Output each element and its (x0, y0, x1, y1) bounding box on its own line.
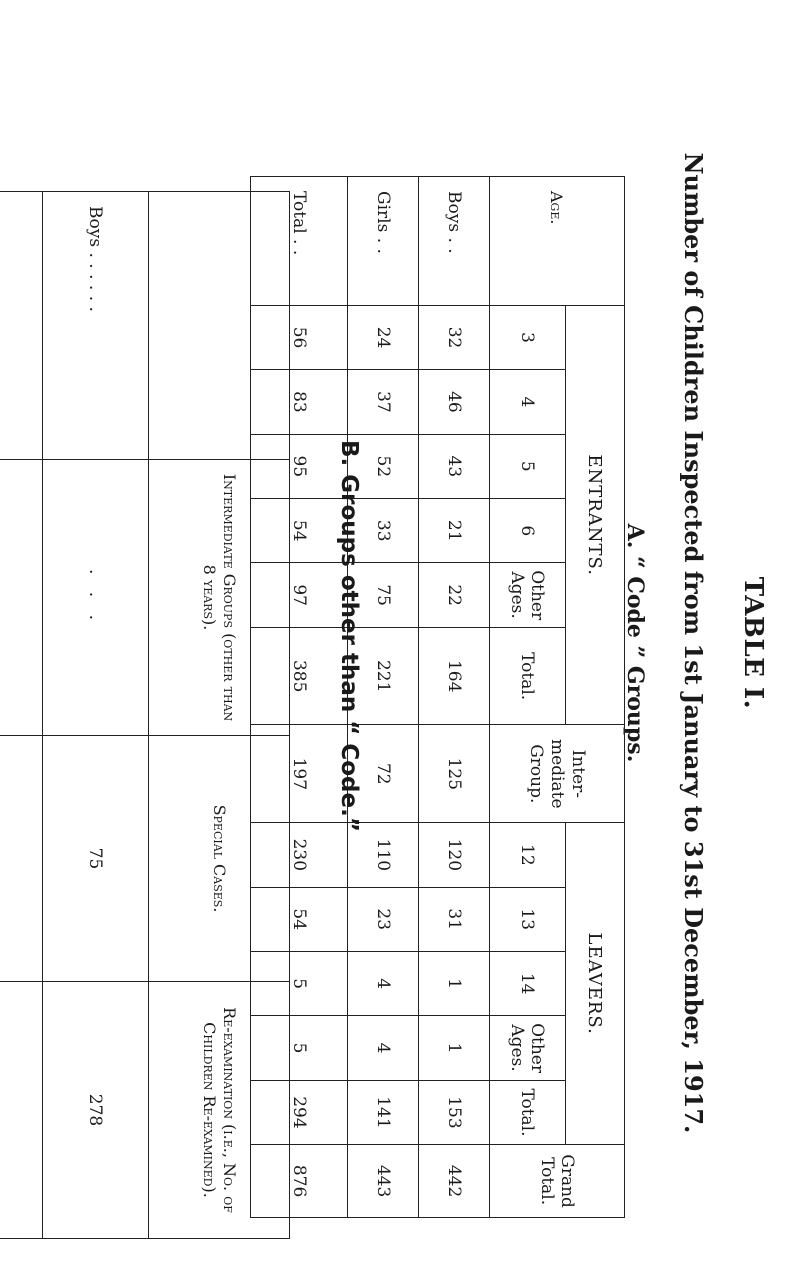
cell: 1 (419, 1016, 490, 1080)
reexamination-header: Re-examination (i.e., No. of Children Re-examined). (149, 982, 290, 1239)
cell: 21 (419, 499, 490, 563)
cell: 294 (251, 1080, 348, 1144)
leaver-col-header: 13 (490, 887, 566, 951)
cell (0, 736, 43, 982)
cell: 97 (251, 563, 348, 627)
cell: 1 (419, 951, 490, 1015)
cell: 443 (348, 1145, 419, 1218)
cell: 5 (251, 951, 348, 1015)
cell: 75 (348, 563, 419, 627)
row-label: Boys . . (419, 177, 490, 306)
cell: 24 (348, 305, 419, 369)
leaver-col-header: 12 (490, 823, 566, 887)
entrant-col-header: 4 (490, 370, 566, 434)
cell: 442 (419, 1145, 490, 1218)
cell: . . . (43, 460, 149, 736)
cell: 32 (419, 305, 490, 369)
cell: 22 (419, 563, 490, 627)
cell: 37 (348, 370, 419, 434)
leaver-col-header: 14 (490, 951, 566, 1015)
cell: 4 (348, 951, 419, 1015)
age-header: Age. (490, 177, 625, 306)
cell: 120 (419, 823, 490, 887)
entrant-col-header: 6 (490, 499, 566, 563)
leavers-header: LEAVERS. (566, 823, 625, 1145)
cell: 153 (419, 1080, 490, 1144)
cell: 278 (43, 982, 149, 1239)
row-label-header (149, 192, 290, 460)
cell: 52 (348, 434, 419, 498)
code-groups-table (250, 176, 625, 1218)
cell: 110 (348, 823, 419, 887)
table-row (0, 192, 43, 1239)
page-title: Number of Children Inspected from 1st January to 31st December, 1917. (679, 152, 708, 1134)
section-a-title: A. “ Code ” Groups. (622, 523, 648, 763)
row-label: Girls . . (348, 177, 419, 306)
cell: 141 (348, 1080, 419, 1144)
cell: 56 (251, 305, 348, 369)
table-row (43, 192, 149, 1239)
cell: 46 (419, 370, 490, 434)
table-row (419, 177, 490, 1218)
cell: 72 (348, 725, 419, 823)
cell (0, 982, 43, 1239)
special-cases-header: Special Cases. (149, 736, 290, 982)
entrant-col-header: Other Ages. (490, 563, 566, 627)
cell: 83 (251, 370, 348, 434)
cell: 75 (43, 736, 149, 982)
cell: 4 (348, 1016, 419, 1080)
entrant-col-header: Total. (490, 627, 566, 725)
cell: 33 (348, 499, 419, 563)
cell: 230 (251, 823, 348, 887)
cell: 876 (251, 1145, 348, 1218)
cell: 43 (419, 434, 490, 498)
intermediate-header: Inter-mediate Group. (490, 725, 625, 823)
cell: 164 (419, 627, 490, 725)
row-label: Total . . (251, 177, 348, 306)
other-groups-table (0, 191, 290, 1239)
grand-total-header: Grand Total. (490, 1145, 625, 1218)
cell: 221 (348, 627, 419, 725)
intermediate-groups-header: Intermediate Groups (other than 8 years). (149, 460, 290, 736)
leaver-col-header: Total. (490, 1080, 566, 1144)
leaver-col-header: Other Ages. (490, 1016, 566, 1080)
row-label (0, 192, 43, 460)
row-label: Boys . . . . . . (43, 192, 149, 460)
cell: 54 (251, 887, 348, 951)
section-b-title: B. Groups other than “ Code.” (336, 440, 362, 832)
cell: 5 (251, 1016, 348, 1080)
entrant-col-header: 5 (490, 434, 566, 498)
cell: 54 (251, 499, 348, 563)
table-number: TABLE I. (738, 576, 768, 710)
entrant-col-header: 3 (490, 305, 566, 369)
cell: 385 (251, 627, 348, 725)
cell: 23 (348, 887, 419, 951)
cell: 125 (419, 725, 490, 823)
cell (0, 460, 43, 736)
cell: 95 (251, 434, 348, 498)
cell: 31 (419, 887, 490, 951)
entrants-header: ENTRANTS. (566, 305, 625, 725)
cell: 197 (251, 725, 348, 823)
